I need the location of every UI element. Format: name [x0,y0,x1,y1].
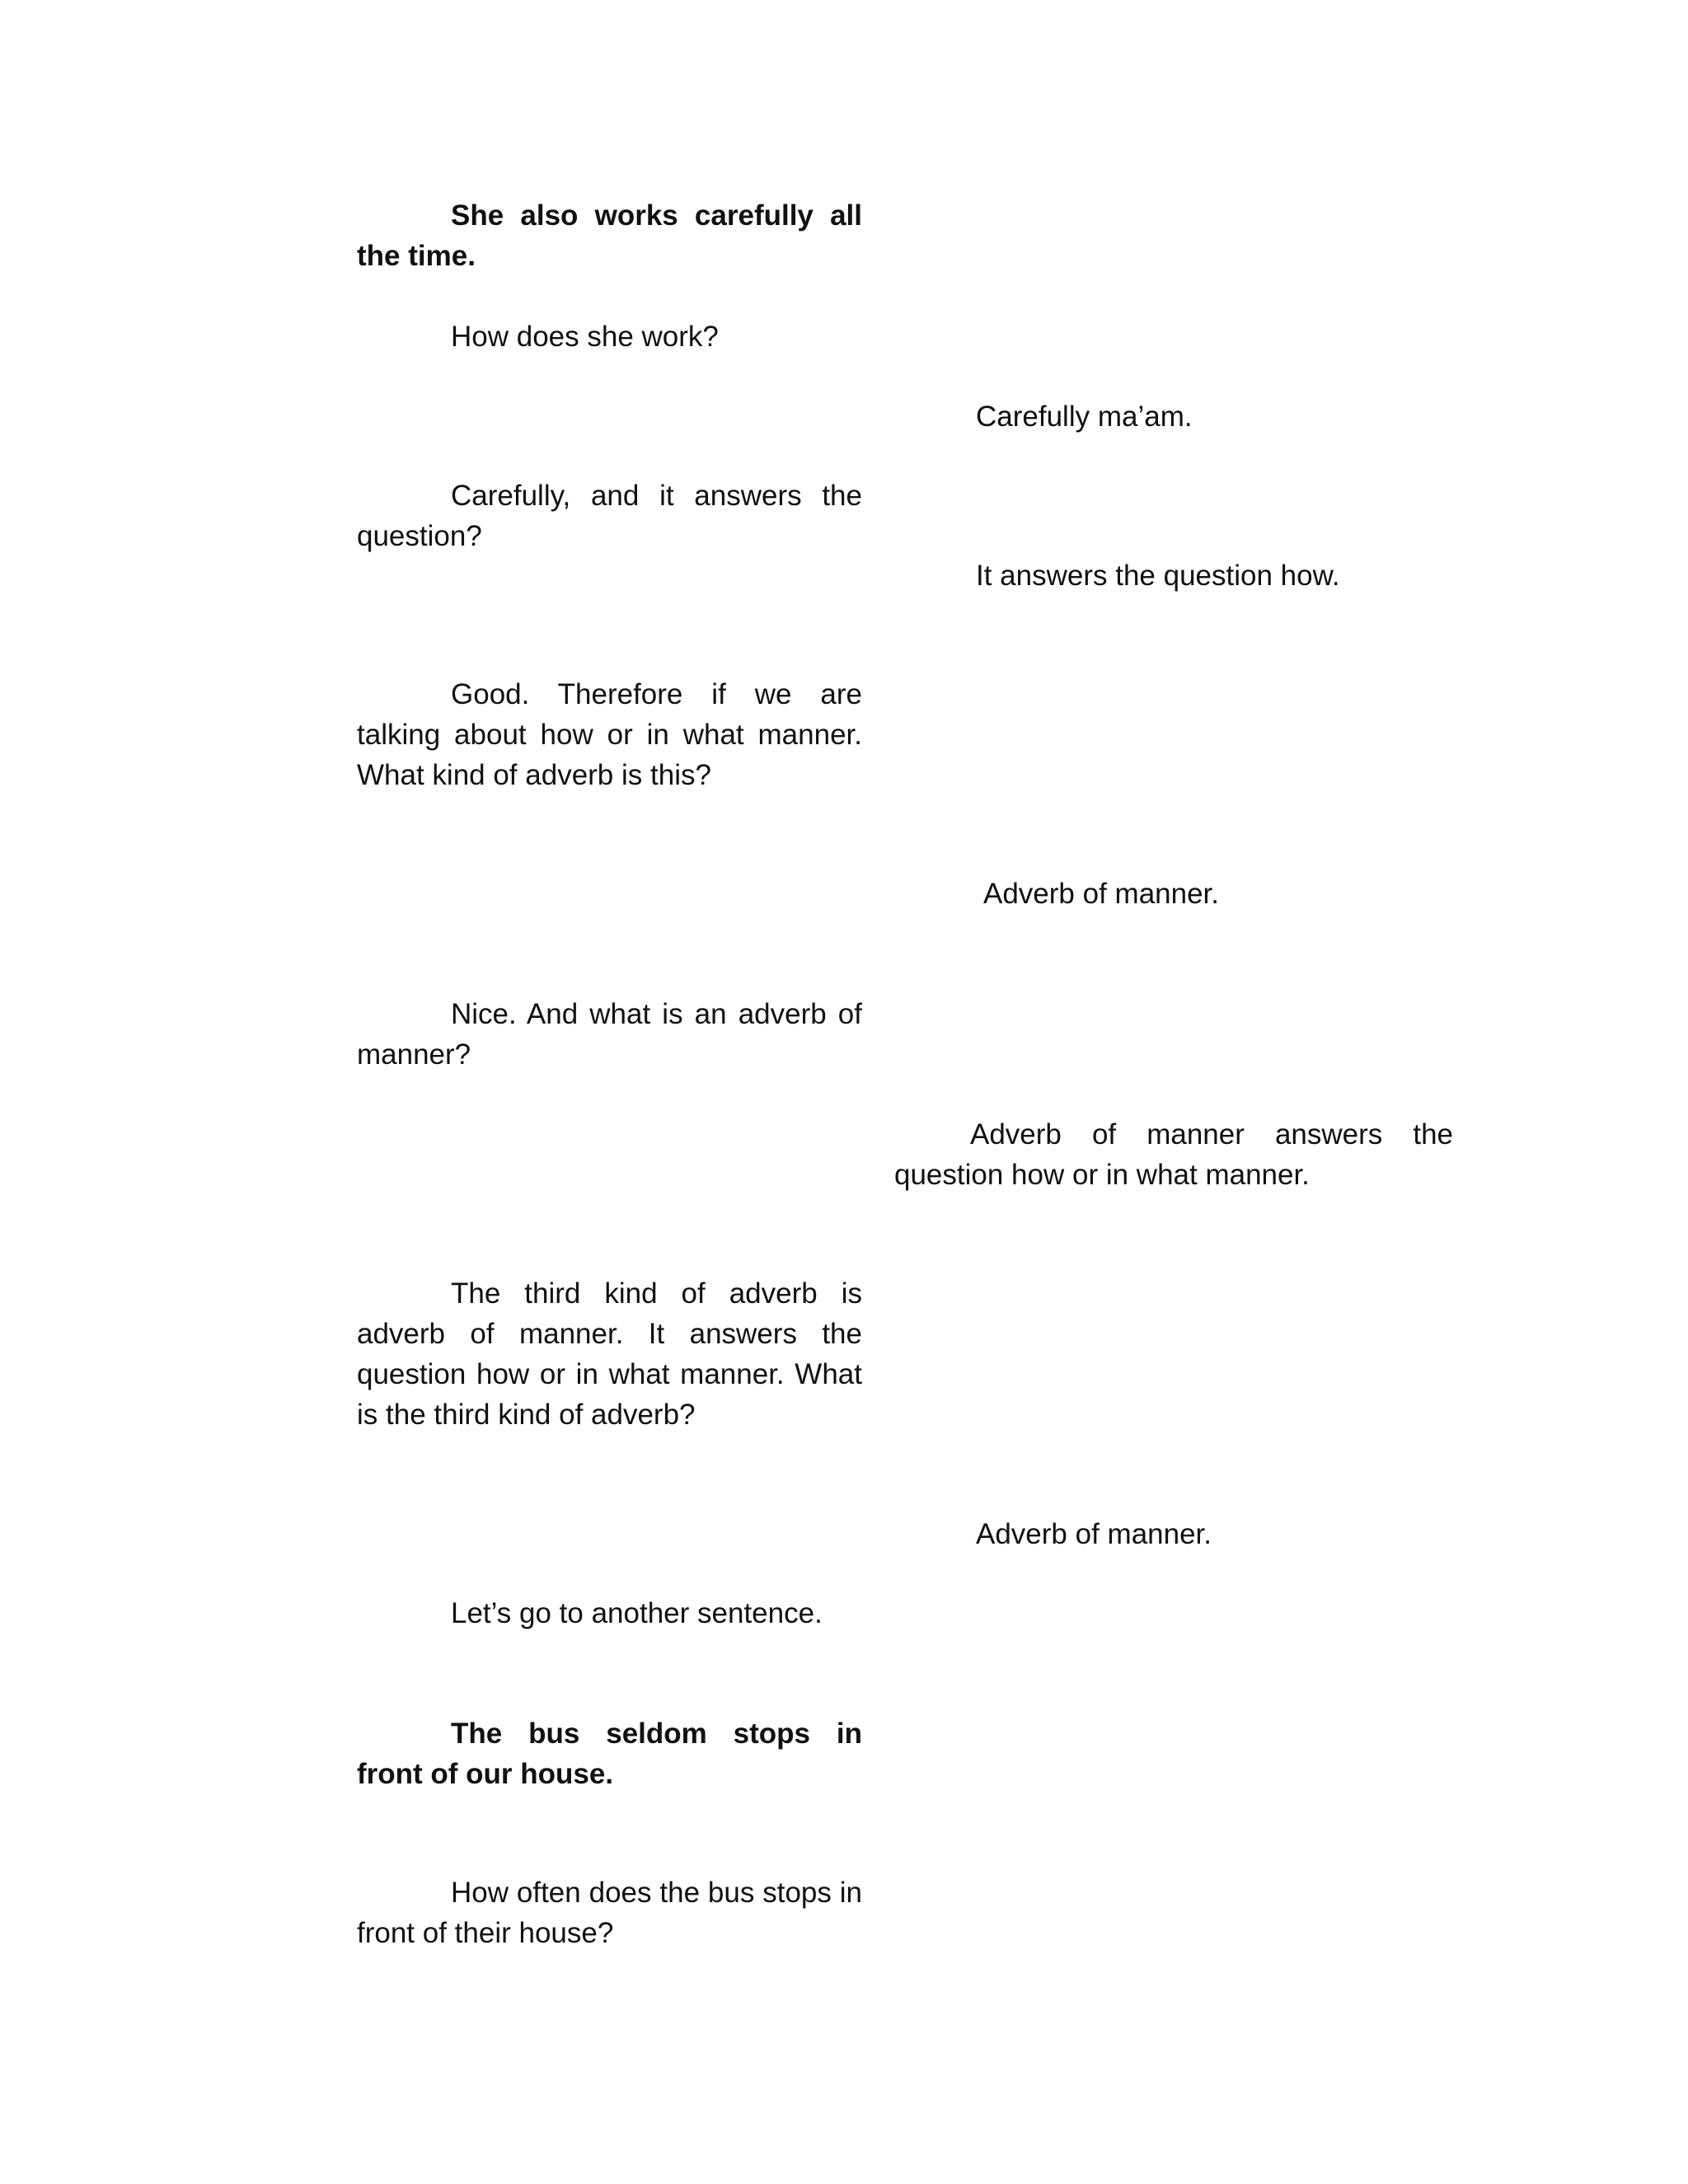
teacher-question-how-often: How often does the bus stops in front of their house? [357,1877,862,1949]
teacher-explanation-third-kind: The third kind of adverb is adverb of manner. It answers the question how or in what manner. What is the third kind of adverb? [357,1277,862,1431]
teacher-question-answers: Carefully, and it answers the question? [357,480,862,552]
student-answer-how: It answers the question how. [976,560,1340,592]
student-answer-carefully: Carefully ma’am. [976,401,1193,433]
student-answer-manner-1: Adverb of manner. [983,878,1219,910]
teacher-question-definition: Nice. And what is an adverb of manner? [357,998,862,1071]
teacher-question-how-work: How does she work? [451,321,719,353]
student-answer-definition: Adverb of manner answers the question how or in what manner. [894,1118,1453,1191]
teacher-example-sentence-1: She also works carefully all the time. [357,199,862,272]
teacher-example-sentence-2: The bus seldom stops in front of our house. [357,1718,862,1790]
teacher-question-kind: Good. Therefore if we are talking about how or in what manner. What kind of adverb is this? [357,678,862,791]
student-answer-manner-2: Adverb of manner. [976,1518,1212,1550]
teacher-transition: Let’s go to another sentence. [451,1597,823,1629]
